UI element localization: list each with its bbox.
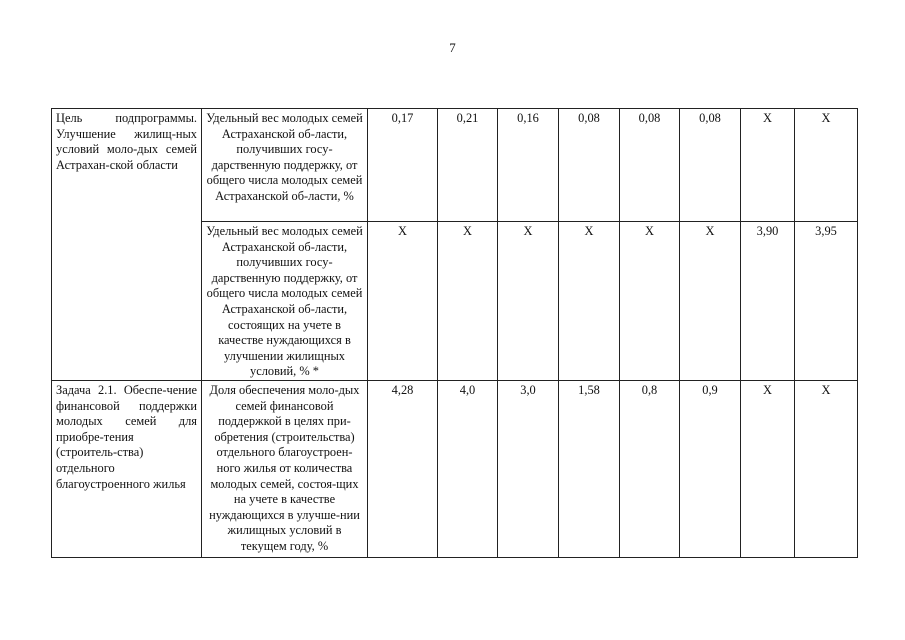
value-cell: 0,8 [620,380,680,557]
page-number: 7 [449,40,456,55]
value-cell: 3,95 [795,222,858,381]
value-cell: Х [368,222,438,381]
indicators-table [51,108,858,558]
value-cell: 4,28 [368,380,438,557]
value-cell: Х [680,222,741,381]
value-cell: 3,0 [498,380,559,557]
value-cell: 0,21 [438,109,498,222]
value-cell: Х [620,222,680,381]
value-cell: Х [559,222,620,381]
value-cell: 0,16 [498,109,559,222]
value-cell: Х [741,109,795,222]
value-cell: 1,58 [559,380,620,557]
value-cell: 0,08 [559,109,620,222]
value-cell: 3,90 [741,222,795,381]
goal-cell: Цель подпрограммы. Улучшение жилищ-ных условий моло-дых семей Астрахан-ской области [52,109,202,381]
value-cell: Х [498,222,559,381]
value-cell: Х [741,380,795,557]
table-row [52,109,858,222]
value-cell: 0,08 [680,109,741,222]
indicator-cell: Удельный вес молодых семей Астраханской об-ласти, получивших госу-дарственную поддержку, от общего числа молодых семей Астраханской об-ласти, состоящих на учете в качестве нуждающихся в улучшении жилищных условий, % * [202,222,368,381]
value-cell: 0,9 [680,380,741,557]
table-row [52,380,858,557]
indicator-cell: Доля обеспечения моло-дых семей финансовой поддержкой в целях при-обретения (строительства) отдельного благоустроен-ного жилья от количества молодых семей, состоя-щих на учете в качестве нуждающихся в улучше-нии жилищных условий в текущем году, % [202,380,368,557]
value-cell: Х [438,222,498,381]
value-cell: Х [795,109,858,222]
value-cell: 0,17 [368,109,438,222]
indicator-cell: Удельный вес молодых семей Астраханской об-ласти, получивших госу-дарственную поддержку, от общего числа молодых семей Астраханской об-ласти, % [202,109,368,222]
value-cell: 0,08 [620,109,680,222]
value-cell: 4,0 [438,380,498,557]
value-cell: Х [795,380,858,557]
task-cell: Задача 2.1. Обеспе-чение финансовой поддержки молодых семей для приобре-тения (строитель-ства) отдельного благоустроенного жилья [52,380,202,557]
